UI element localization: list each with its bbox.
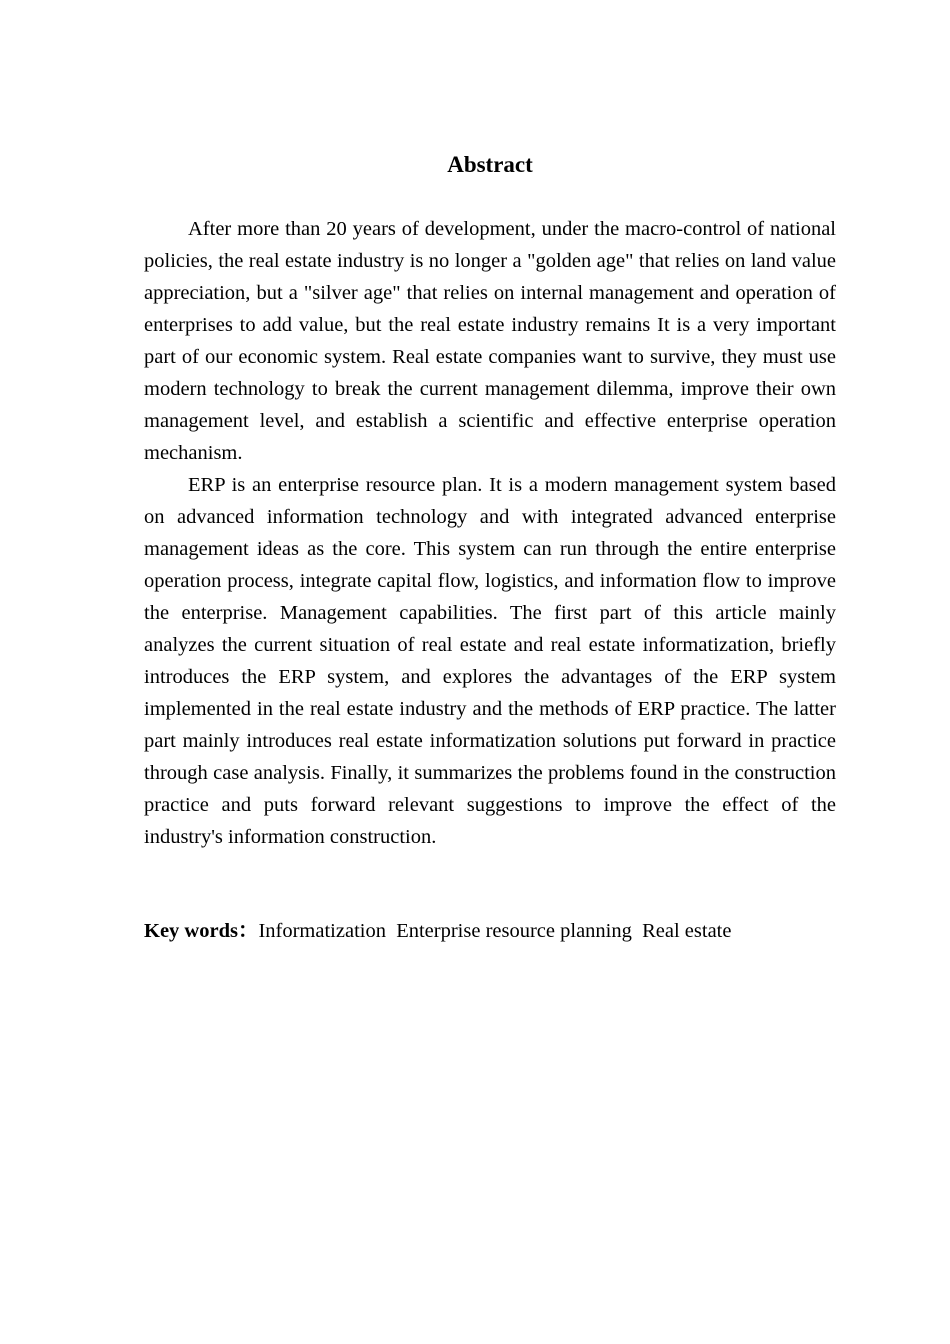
abstract-paragraph-1: After more than 20 years of development, under the macro-control of national policies, the real estate industry is no longer a "golden age" that relies on land value appreciation, but a "silver age" that relies on internal management and operation of enterprises to add value, but the real estate industry remains It is a very important part of our economic system. Real estate companies want to survive, they must use modern technology to break the current management dilemma, improve their own management level, and establish a scientific and effective enterprise operation mechanism. (144, 218, 836, 464)
abstract-paragraph-2: ERP is an enterprise resource plan. It is a modern management system based on advanced information technology and with integrated advanced enterprise management ideas as the core. This system can run through the entire enterprise operation process, integrate capital flow, logistics, and information flow to improve the enterprise. Management capabilities. The first part of this article mainly analyzes the current situation of real estate and real estate informatization, briefly introduces the ERP system, and explores the advantages of the ERP system implemented in the real estate industry and the methods of ERP practice. The latter part mainly introduces real estate informatization solutions put forward in practice through case analysis. Finally, it summarizes the problems found in the construction practice and puts forward relevant suggestions to improve the effect of the industry's information construction. (144, 474, 836, 848)
abstract-title: Abstract (447, 152, 533, 177)
abstract-body (144, 213, 836, 853)
keywords-list: Informatization Enterprise resource planning Real estate (258, 920, 732, 942)
keywords-label: Key words： (144, 920, 259, 942)
keywords-line (144, 915, 836, 947)
